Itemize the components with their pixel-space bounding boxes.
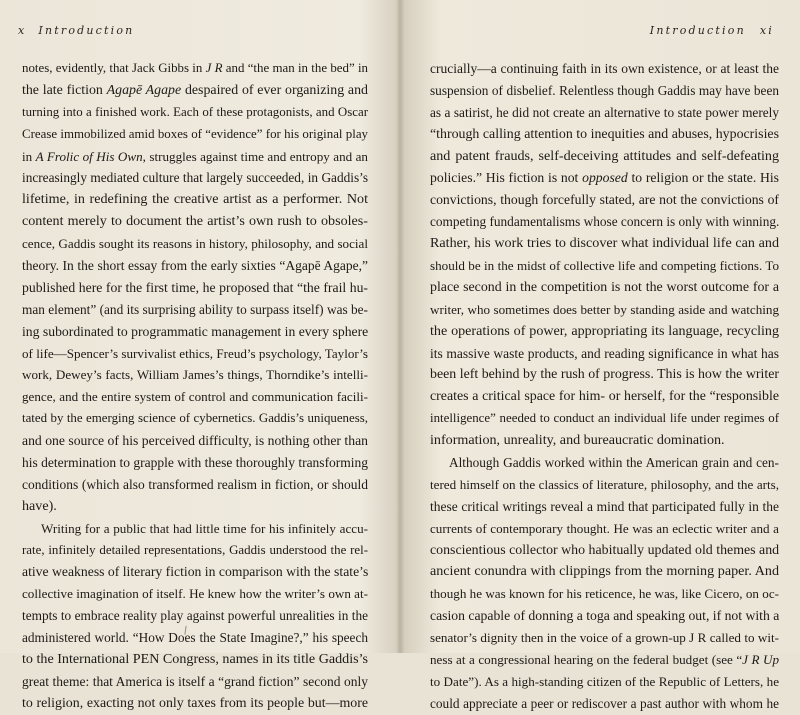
- text-line: work, Dewey’s facts, William James’s things, Thorndike’s intelli-: [22, 367, 368, 383]
- text-line: ing subordinated to programmatic management in every sphere: [22, 323, 369, 339]
- text-line: tempts to embrace reality play against powerful unrealities in the: [22, 608, 368, 624]
- text-line: lifetime, in redefining the creative artist as a performer. Not: [22, 191, 368, 208]
- right-page: [403, 0, 800, 711]
- text-line: notes, evidently, that Jack Gibbs in J R and “the man in the bed” in: [22, 61, 368, 75]
- text-line: and one source of his perceived difficulty, is nothing other than: [22, 433, 368, 449]
- text-line: though he was known for his reticence, he was, like Cicero, on oc-: [430, 586, 779, 602]
- text-line: could appreciate a peer or rediscover a past author with whom he: [430, 695, 779, 711]
- text-line: should be in the midst of collective life and competing fictions. To: [430, 258, 779, 274]
- text-line: to religion, exacting not only taxes from its people but—more: [22, 695, 368, 711]
- text-line: of life—Spencer’s survivalist ethics, Freud’s psychology, Taylor’s: [22, 345, 368, 361]
- text-line: published here for the first time, he proposed that “the frail hu-: [22, 279, 368, 295]
- text-line: intelligence” needed to conduct an individual life under regimes of: [430, 411, 779, 426]
- text-line: as a satirist, he did not create an alternative to state power merely: [430, 104, 779, 120]
- left-running-head-title: Introduction: [38, 24, 135, 37]
- text-line: increasingly mediated culture that largely succeeded, in Gaddis’s: [22, 170, 368, 186]
- text-line: Writing for a public that had little time for his infinitely accu-: [41, 520, 368, 536]
- right-body-text: [430, 58, 779, 715]
- text-line: the late fiction Agapē Agape despaired of ever organizing and: [22, 82, 368, 98]
- text-line: Although Gaddis worked within the American grain and cen-: [449, 455, 779, 471]
- text-line: content merely to document the artist’s own rush to obsoles-: [22, 213, 368, 230]
- text-line: in A Frolic of His Own, struggles against time and entropy and an: [22, 148, 368, 164]
- right-folio: xi: [759, 24, 774, 37]
- text-line: have).: [22, 497, 57, 514]
- text-line: convictions, though forcefully stated, are not the convictions of: [430, 192, 779, 208]
- text-line: its massive waste products, and reading significance in what has: [430, 345, 779, 361]
- text-line: gence, and the entire system of control and communication facili-: [22, 389, 368, 405]
- text-line: Rather, his work tries to discover what individual life can and: [430, 235, 779, 252]
- text-line: crucially—a continuing faith in its own existence, or at least the: [430, 61, 779, 76]
- left-folio: x: [18, 24, 27, 37]
- text-line: conscientious collector who habitually updated old themes and: [430, 542, 780, 558]
- text-line: man element” (and its surprising ability to surpass itself) was be-: [22, 301, 368, 317]
- text-line: tered himself on the classics of literature, philosophy, and the arts,: [430, 476, 779, 492]
- text-line: ative weakness of literary fiction in comparison with the state’s: [22, 564, 369, 580]
- text-line: policies.” His fiction is not opposed to religion or the state. His: [430, 170, 779, 186]
- text-line: ancient conundra with clippings from the morning paper. And: [430, 563, 779, 580]
- text-line: suspension of disbelief. Relentless though Gaddis may have been: [430, 82, 779, 98]
- text-line: creates a critical space for him- or herself, for the “responsible: [430, 389, 779, 405]
- text-line: Crease immobilized amid boxes of “evidence” for his original play: [22, 126, 368, 141]
- text-line: currents of contemporary thought. He was an eclectic writer and a: [430, 520, 779, 536]
- left-page: [0, 0, 397, 711]
- text-line: writer, who sometimes does better by standing aside and watching: [430, 301, 779, 317]
- text-line: great theme: that America is itself a “grand fiction” second only: [22, 673, 368, 689]
- text-line: rate, infinitely detailed representations, Gaddis understood the rel-: [22, 542, 368, 557]
- text-line: theory. In the short essay from the early sixties “Agapē Agape,”: [22, 258, 368, 274]
- text-line: to the International PEN Congress, names in its title Gaddis’s: [22, 651, 369, 668]
- text-line: to Date”). As a high-standing citizen of the Republic of Letters, he: [430, 673, 779, 689]
- text-line: senator’s dignity then in the voice of a grown-up J R called to wit-: [430, 630, 779, 646]
- text-line: conditions (which also transformed realism in fiction, or should: [22, 476, 368, 492]
- left-body-text: [22, 58, 368, 715]
- text-line: been left behind by the rush of progress. This is how the writer: [430, 367, 779, 383]
- text-line: information, unreality, and bureaucratic domination.: [430, 432, 725, 449]
- text-line: collective imagination of itself. He knew how the writer’s own at-: [22, 586, 368, 602]
- text-line: turning into a finished work. Each of these protagonists, and Oscar: [22, 104, 368, 119]
- text-line: tated by the emerging science of cybernetics. Gaddis’s uniqueness,: [22, 411, 368, 426]
- text-line: administered world. “How Does the State Imagine?,” his speech: [22, 630, 368, 646]
- text-line: ness at a congressional hearing on the federal budget (see “J R Up: [430, 652, 779, 668]
- text-line: place second in the competition is not the worst outcome for a: [430, 279, 779, 295]
- text-line: “through calling attention to inequities and abuses, hypocrisies: [430, 126, 779, 142]
- text-line: casion capable of donning a toga and speaking out, if not with a: [430, 608, 780, 624]
- text-line: his determination to grapple with these thoroughly transforming: [22, 455, 369, 471]
- text-line: and patent frauds, self-deceiving attitudes and self-defeating: [430, 147, 779, 164]
- text-line: these critical writings reveal a mind that participated fully in the: [430, 498, 779, 514]
- text-line: competing fundamentalisms whose concern is only with winning.: [430, 214, 780, 230]
- left-running-head: [18, 24, 134, 37]
- text-line: cence, Gaddis sought its reasons in history, philosophy, and social: [22, 236, 368, 252]
- right-running-head: [650, 24, 774, 37]
- text-line: the operations of power, appropriating its language, recycling: [430, 322, 779, 339]
- right-running-head-title: Introduction: [649, 24, 746, 37]
